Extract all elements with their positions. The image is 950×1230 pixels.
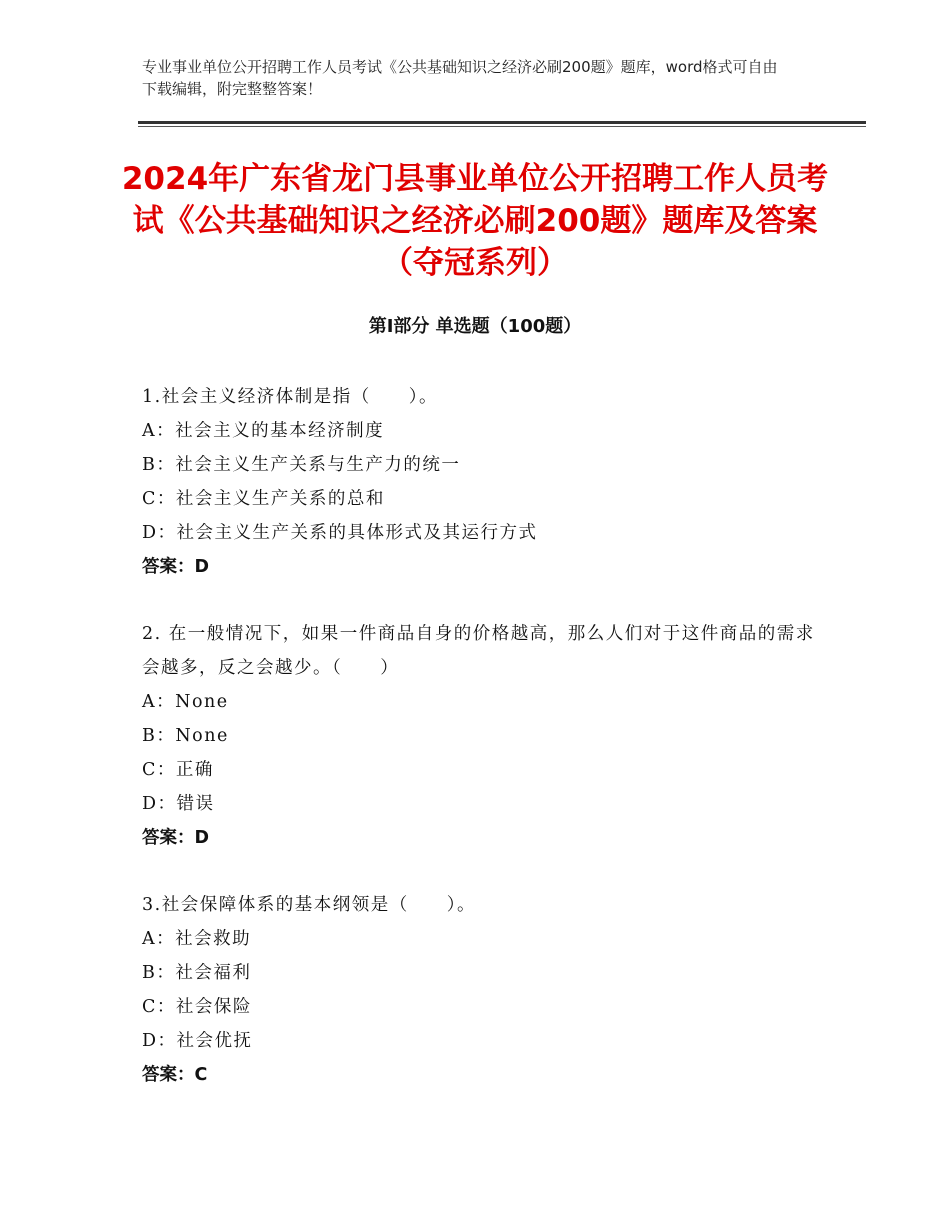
question-stem: 3.社会保障体系的基本纲领是（ ）。 xyxy=(142,895,476,915)
answer: 答案：C xyxy=(142,1065,208,1085)
option-b: B：社会福利 xyxy=(142,963,252,983)
option-a: A：None xyxy=(142,692,229,712)
option-b: B：None xyxy=(142,726,229,746)
option-a: A：社会救助 xyxy=(142,929,252,949)
option-a: A：社会主义的基本经济制度 xyxy=(142,421,385,441)
option-c: C：正确 xyxy=(142,760,214,780)
question-stem: 1.社会主义经济体制是指（ ）。 xyxy=(142,387,438,407)
option-b: B：社会主义生产关系与生产力的统一 xyxy=(142,455,461,475)
question-stem: 2. 在一般情况下，如果一件商品自身的价格越高，那么人们对于这件商品的需求会越多，反之会越少。（ ） xyxy=(142,624,815,678)
answer: 答案：D xyxy=(142,828,210,848)
question-3 xyxy=(142,888,822,1092)
section-title: 第Ⅰ部分 单选题（100题） xyxy=(368,316,582,337)
option-d: D：错误 xyxy=(142,794,215,814)
question-1 xyxy=(142,380,822,584)
document-title: 2024年广东省龙门县事业单位公开招聘工作人员考试《公共基础知识之经济必刷200题》题库及答案（夺冠系列） xyxy=(121,161,829,281)
question-2 xyxy=(142,617,822,855)
answer: 答案：D xyxy=(142,557,210,577)
header-note: 专业事业单位公开招聘工作人员考试《公共基础知识之经济必刷200题》题库，word格式可自由下载编辑，附完整整答案！ xyxy=(142,58,778,98)
header-divider xyxy=(138,121,866,124)
header-divider-thin xyxy=(138,126,866,127)
option-d: D：社会优抚 xyxy=(142,1031,253,1051)
option-d: D：社会主义生产关系的具体形式及其运行方式 xyxy=(142,523,538,543)
question-list xyxy=(142,380,822,1125)
option-c: C：社会主义生产关系的总和 xyxy=(142,489,385,509)
option-c: C：社会保险 xyxy=(142,997,252,1017)
